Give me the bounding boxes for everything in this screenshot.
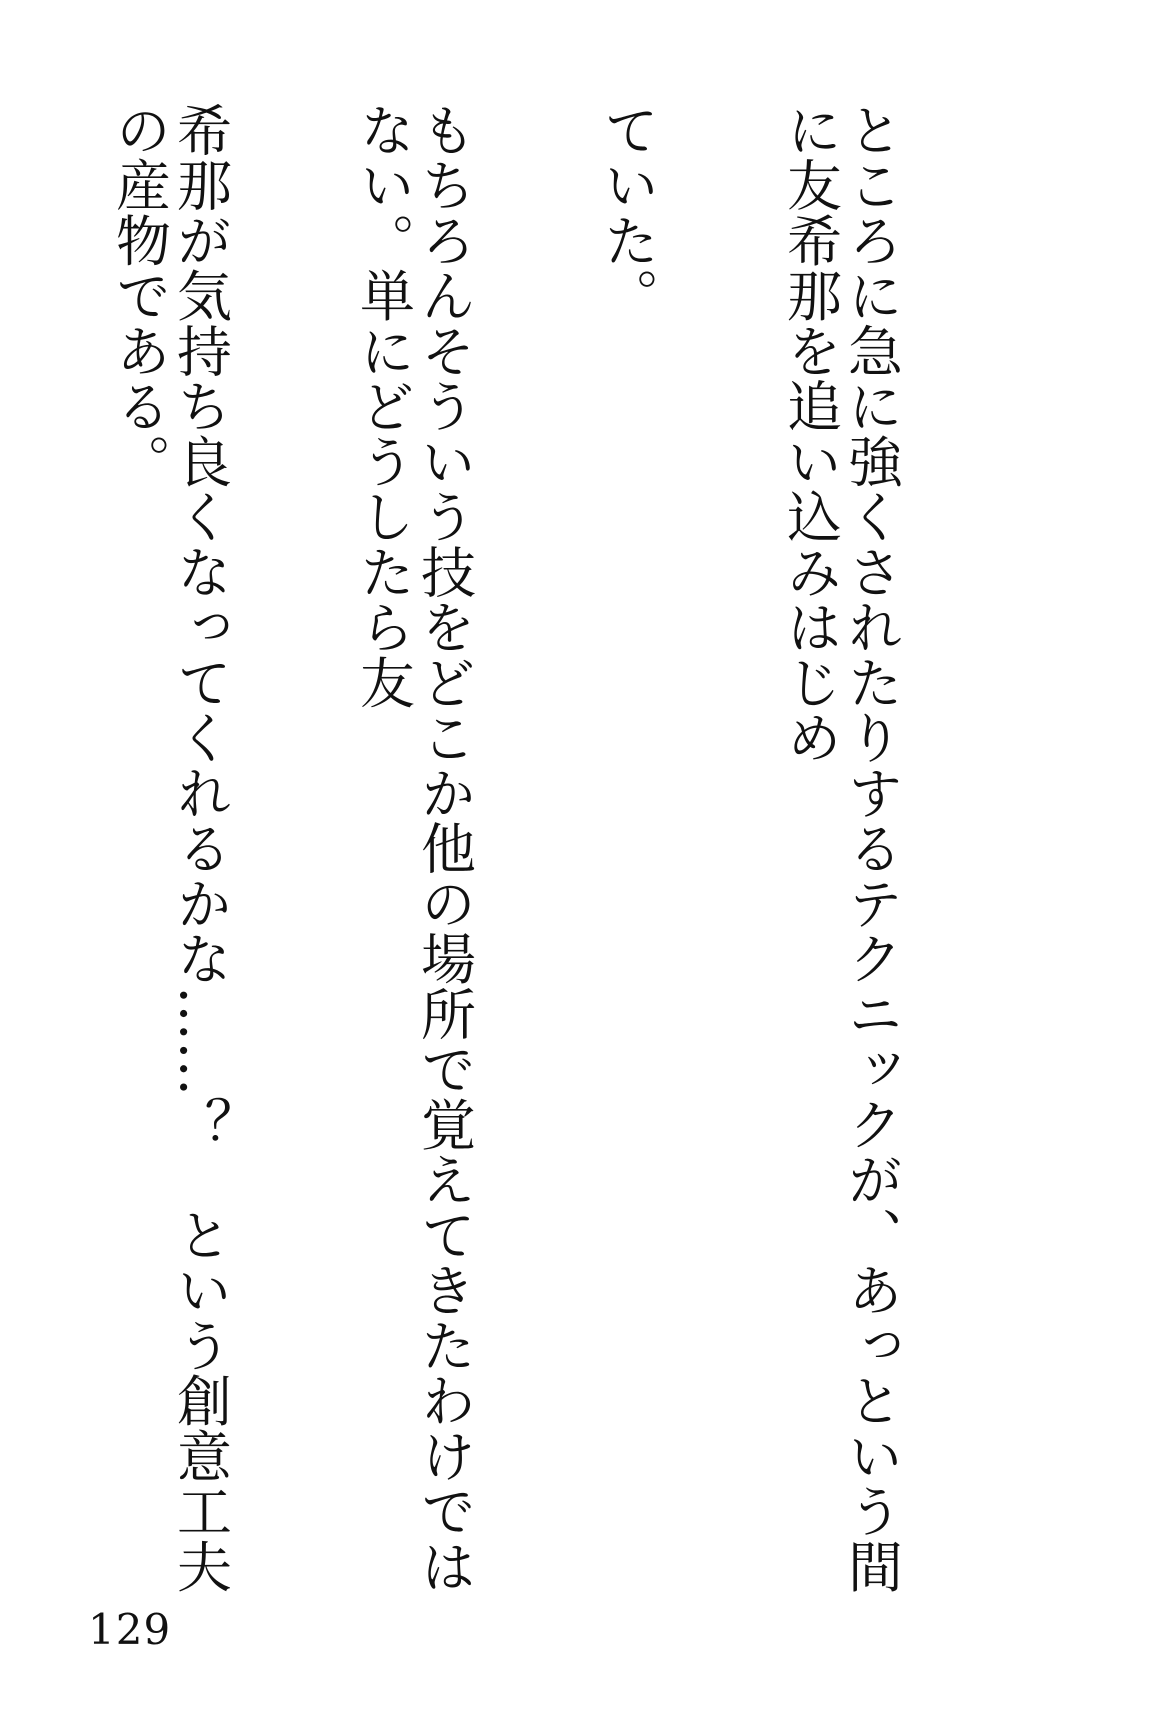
text-line: ところに急に強くされたりするテクニックが、あっという間に友希那を追い込みはじめ (778, 102, 903, 1594)
page-number: 129 (88, 1605, 172, 1654)
body-text (88, 102, 1023, 1602)
text-line: 希那が気持ち良くなってくれるかな……？ という創意工夫の産物である。 (107, 102, 232, 1594)
text-line: ていた。 (595, 102, 659, 323)
text-line: もちろんそういう技をどこか他の場所で覚えてきたわけではない。単にどうしたら友 (351, 102, 476, 1594)
